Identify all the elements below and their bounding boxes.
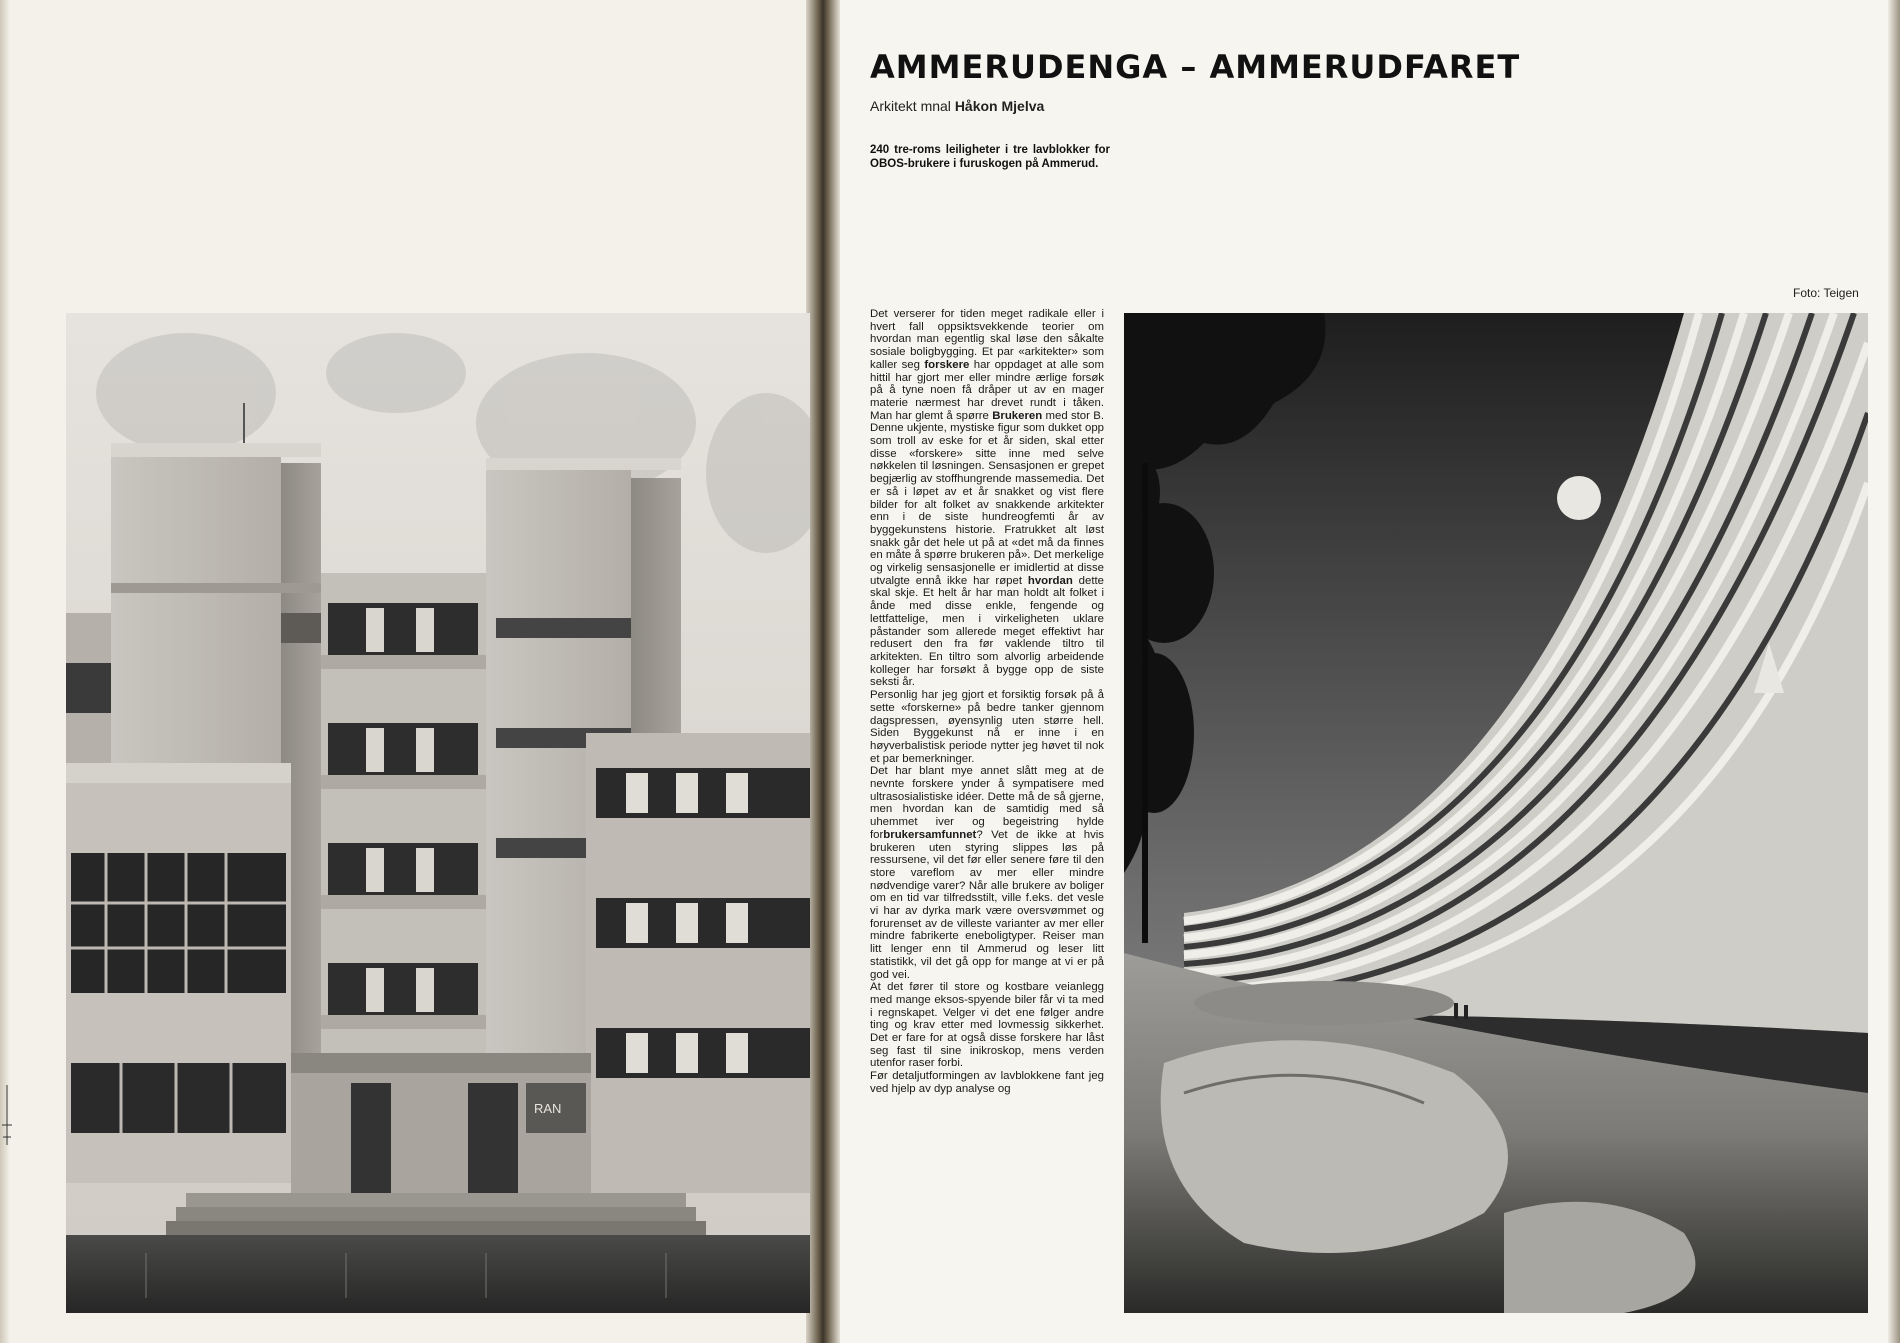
book-gutter: [806, 0, 840, 1343]
body-paragraph: At det fører til store og kostbare veianlegg med mange eksos-spyende biler får vi ta med i regnskapet. Velger vi det ene følger andre ting og krav etter med lovmessig sikkerhet. Det er fare for at også disse forskere har låst seg fast til sine inikroskop, mens verden utenfor raser forbi.: [870, 981, 1104, 1070]
body-paragraph: Før detaljutformingen av lavblokkene fant jeg ved hjelp av dyp analyse og: [870, 1070, 1104, 1095]
article-title: AMMERUDENGA – AMMERUDFARET: [870, 48, 1521, 86]
architect-name: Håkon Mjelva: [954, 98, 1045, 114]
body-paragraph: Personlig har jeg gjort et forsiktig forsøk på å sette «forskerne» på bedre tanker gjennom dagspressen, øyensynlig uten større hell. Siden Byggekunst nå er inne i en høyverbalistisk periode nytter jeg høvet til nok et par bemerkninger.: [870, 689, 1104, 765]
article-body: [870, 308, 1104, 1096]
body-paragraph: Det verserer for tiden meget radikale eller i hvert fall oppsiktsvekkende teorier om hvordan man egentlig skal løse den såkalte sosiale boligbygging. Et par «arkitekter» som kaller seg forskere har oppdaget at alle som hittil har gjort mer eller mindre ærlige forsøk på å tyne noen få dråper ut av en mager materie nærmest har drevet rundt i tåken. Man har glemt å spørre Brukeren med stor B. Denne ukjente, mystiske figur som dukket opp som troll av eske for et år siden, skal etter disse «forskere» sitte inne med selve nøkkelen til løsningen. Sensasjonen er grepet begjærlig av stoffhungrende massemedia. Det er så i løpet av et år snakket og vist flere bilder for alt folket av snakkende arkitekter enn i de siste hundreogfemti år av byggekunstens historie. Fratrukket alt løst snakk går det hele ut på at «det må da finnes en måte å spørre brukeren på». Det merkelige og virkelig sensasjonelle er imidlertid at disse utvalgte ennå ikke har røpet hvordan dette skal skje. Et helt år har man holdt alt folket i ånde med disse enkle, fengende og lettfattelige, men i virkeligheten uklare påstander som allerede meget effektivt har redusert den fra før vaklende tiltro til arkitekten. En tiltro som alvorlig arbeidende kolleger har forsøkt å bygge opp de siste seksti år.: [870, 308, 1105, 689]
left-photo: [66, 313, 810, 1313]
body-paragraph: Det har blant mye annet slått meg at de nevnte forskere ynder å sympatisere med ultrasosialistiske idéer. Dette må de så gjerne, men hvordan kan de samtidig med så uhemmet iver og begeistring hylde forbrukersamfunnet? Vet de ikke at hvis brukeren uten styring slippes løs på ressursene, vil det før eller senere føre til den store vareflom av mer eller mindre nødvendige varer? Når alle brukere av boliger om en tid var tilfredsstilt, ville f.eks. det vesle vi har av dyrka mark være oversvømmet og forurenset av de villeste varianter av mer eller mindre fabrikerte eneboligtyper. Reiser man litt lenger enn til Ammerud og leser litt statistikk, vil det gå opp for mange at vi er på god vei.: [870, 765, 1104, 981]
photo-credit: Foto: Teigen: [1793, 286, 1859, 300]
architect-prefix: Arkitekt mnal: [870, 98, 955, 114]
right-page-edge: [1888, 0, 1900, 1343]
right-photo: [1124, 313, 1868, 1313]
margin-mark: [0, 1085, 14, 1145]
entrance-sign: RAN: [534, 1101, 562, 1116]
article-intro: 240 tre-roms leiligheter i tre lavblokker for OBOS-brukere i furuskogen på Ammerud.: [870, 144, 1110, 171]
architect-line: [870, 98, 1044, 114]
